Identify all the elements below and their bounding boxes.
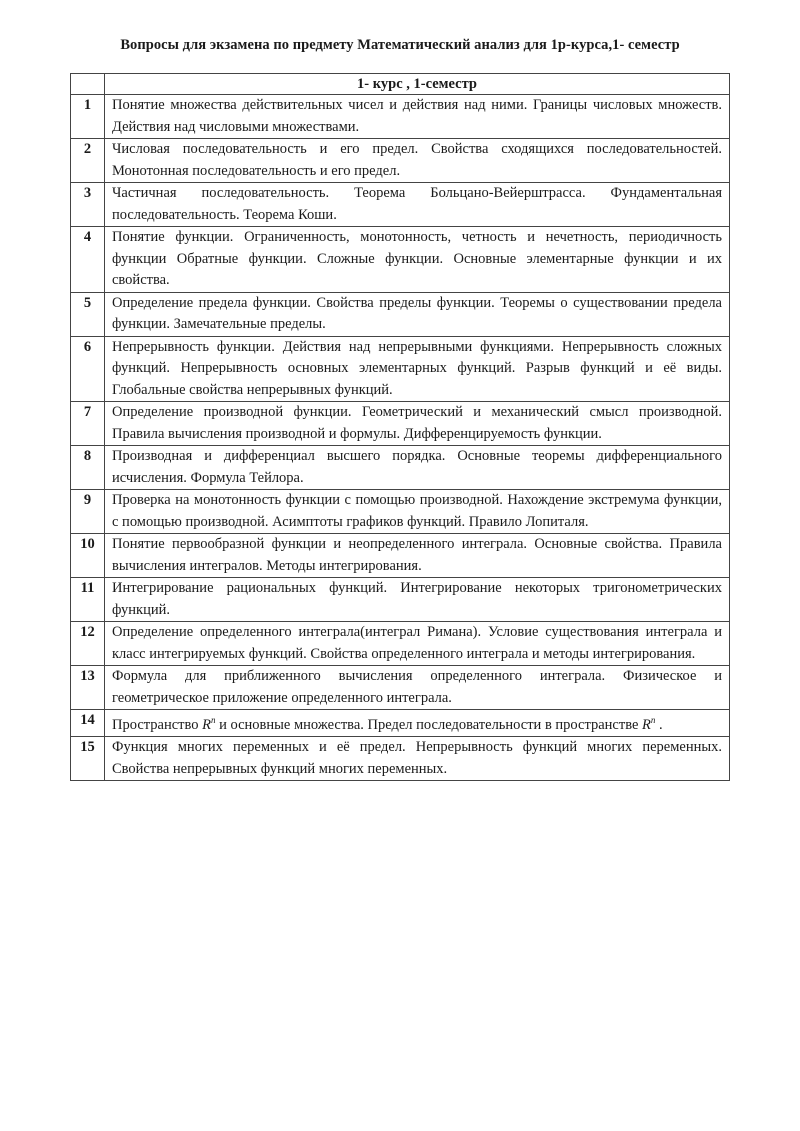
- question-text: Частичная последовательность. Теорема Больцано-Вейерштрасса. Фундаментальная последовательность. Теорема Коши.: [105, 183, 730, 227]
- question-number: 12: [71, 622, 105, 666]
- question-text: Определение производной функции. Геометрический и механический смысл производной. Правила вычисления производной и формулы. Дифференцируемость функции.: [105, 402, 730, 446]
- table-row: [71, 402, 730, 446]
- math-symbol-r: R: [642, 716, 651, 733]
- math-exponent-n: n: [650, 715, 656, 725]
- question-number: 4: [71, 227, 105, 293]
- question-text: [105, 710, 730, 737]
- math-symbol-r: R: [202, 716, 211, 733]
- table-row: [71, 336, 730, 402]
- table-row: [71, 139, 730, 183]
- question-number: 14: [71, 710, 105, 737]
- question-number: 5: [71, 292, 105, 336]
- question-text: Проверка на монотонность функции с помощью производной. Нахождение экстремума функции, с помощью производной. Асимптоты графиков функций. Правило Лопиталя.: [105, 490, 730, 534]
- table-row: [71, 534, 730, 578]
- question-text: Определение определенного интеграла(интеграл Римана). Условие существования интеграла и класс интегрируемых функций. Свойства определенного интеграла и методы интегрирования.: [105, 622, 730, 666]
- question-number: 1: [71, 95, 105, 139]
- question-number: 10: [71, 534, 105, 578]
- table-row: [71, 622, 730, 666]
- question-text: Функция многих переменных и её предел. Непрерывность функций многих переменных. Свойства непрерывных функций многих переменных.: [105, 737, 730, 781]
- question-number: 2: [71, 139, 105, 183]
- question-text: Числовая последовательность и его предел. Свойства сходящихся последовательностей. Монотонная последовательность и его предел.: [105, 139, 730, 183]
- empty-header-cell: [71, 74, 105, 95]
- table-row: [71, 292, 730, 336]
- question-text: Понятие первообразной функции и неопределенного интеграла. Основные свойства. Правила вычисления интегралов. Методы интегрирования.: [105, 534, 730, 578]
- table-row: [71, 710, 730, 737]
- table-row: [71, 183, 730, 227]
- question-number: 3: [71, 183, 105, 227]
- question-text-part: и основные множества. Предел последовательности в пространстве: [215, 716, 643, 733]
- question-text: Производная и дифференциал высшего порядка. Основные теоремы дифференциального исчисления. Формула Тейлора.: [105, 446, 730, 490]
- question-number: 6: [71, 336, 105, 402]
- question-text: Непрерывность функции. Действия над непрерывными функциями. Непрерывность сложных функций. Непрерывность основных элементарных функций. Разрыв функций и её виды. Глобальные свойства непрерывных функций.: [105, 336, 730, 402]
- question-number: 11: [71, 578, 105, 622]
- question-text: Определение предела функции. Свойства пределы функции. Теоремы о существовании предела функции. Замечательные пределы.: [105, 292, 730, 336]
- question-text: Интегрирование рациональных функций. Интегрирование некоторых тригонометрических функций.: [105, 578, 730, 622]
- question-number: 15: [71, 737, 105, 781]
- table-row: [71, 227, 730, 293]
- question-number: 7: [71, 402, 105, 446]
- question-text: Понятие множества действительных чисел и действия над ними. Границы числовых множеств. Действия над числовыми множествами.: [105, 95, 730, 139]
- table-header-row: [71, 74, 730, 95]
- question-text-part: .: [655, 716, 663, 733]
- table-row: [71, 490, 730, 534]
- page-title: Вопросы для экзамена по предмету Математический анализ для 1р-курса,1- семестр: [120, 37, 680, 53]
- question-number: 13: [71, 666, 105, 710]
- question-text: Понятие функции. Ограниченность, монотонность, четность и нечетность, периодичность функции Обратные функции. Сложные функции. Основные элементарные функции и их свойства.: [105, 227, 730, 293]
- table-row: [71, 446, 730, 490]
- table-row: [71, 95, 730, 139]
- table-row: [71, 666, 730, 710]
- question-number: 8: [71, 446, 105, 490]
- table-row: [71, 737, 730, 781]
- math-exponent-n: n: [210, 715, 216, 725]
- course-header: 1- курс , 1-семестр: [105, 74, 730, 95]
- questions-table: [70, 73, 730, 781]
- question-text-part: Пространство: [112, 716, 203, 733]
- question-number: 9: [71, 490, 105, 534]
- table-row: [71, 578, 730, 622]
- question-text: Формула для приближенного вычисления определенного интеграла. Физическое и геометрическое приложение определенного интеграла.: [105, 666, 730, 710]
